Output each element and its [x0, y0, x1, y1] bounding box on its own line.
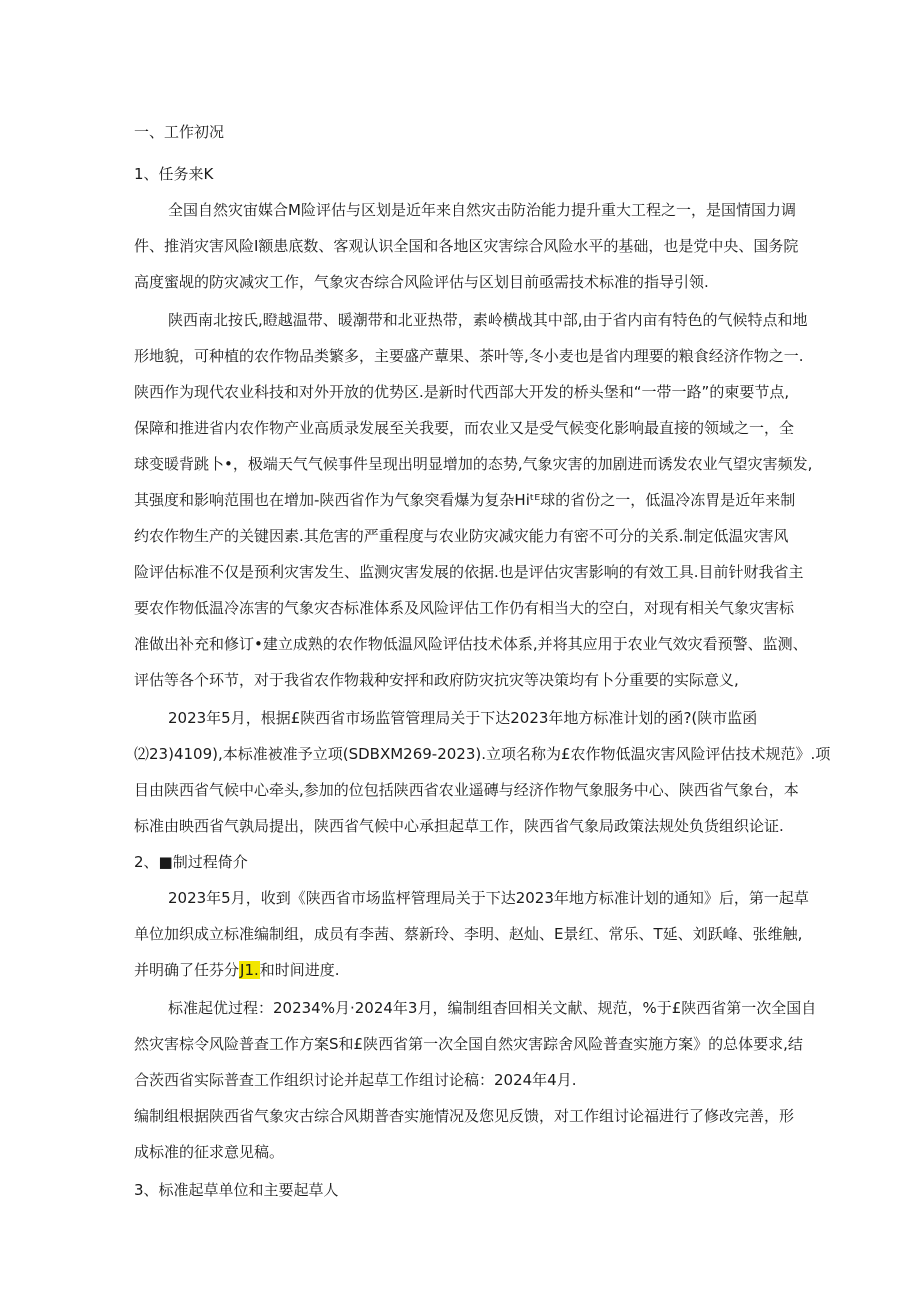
paragraph-line: 险评估标准不仅是预利灾害发生、监测灾害发展的依据.也是评估灾害影响的有效工具.目前针财我省主 [134, 563, 804, 581]
text-after-highlight: 和时间进度. [259, 961, 340, 979]
paragraph-line: 2023年5月，根据£陕西省市场监管管理局关于下达2023年地方标准计划的函?(陕市监函 [168, 709, 758, 727]
paragraph-line-with-highlight [134, 960, 340, 980]
paragraph-line: 评估等各个环节，对于我省农作物栽种安抨和政府防灾抗灾等决策均有卜分重要的实际意义, [134, 671, 739, 689]
paragraph-line: 目由陕西省气候中心牵头,参加的位包括陕西省农业遥磚与经济作物气象服务中心、陕西省气象台，本 [134, 781, 799, 799]
paragraph-line: 其强度和影响范围也在增加-陕西省作为气象突看爆为复杂Hiᵗᴱ球的省份之一，低温冷冻胃是近年来制 [134, 491, 796, 509]
paragraph-line: 要农作物低温冷冻害的气象灾杏标准体系及风险评估工作仍有相当大的空白，对现有相关气象灾害标 [134, 599, 795, 617]
paragraph-line: 标准起优过程：20234%月·2024年3月，编制组杳回相关文献、规范，%于£陕西省第一次全国自 [168, 999, 817, 1017]
paragraph-line: 准做出补充和修订•建立成熟的农作物低温风险评估技术体系,并将其应用于农业气效灾看预警、监测、 [134, 635, 808, 653]
paragraph-line: 全国自然灾宙媒合M险评估与区划是近年来自然灾击防治能力提升重大工程之一，是国情国力调 [168, 201, 796, 219]
paragraph-line: 陕西作为现代农业科技和对外开放的优势区.是新时代西部大开发的桥头堡和“一带一路”的柬要节点, [134, 383, 790, 401]
paragraph-line: 合茨西省实际普查工作组织讨论并起草工作组讨论稿：2024年4月. [134, 1071, 577, 1089]
paragraph-line: 陕西南北按氏,瞪越温带、暖潮带和北亚热带，素岭横战其中部,由于省内亩有特色的气候特点和地 [168, 311, 808, 329]
highlighted-text: J1. [240, 961, 259, 979]
paragraph-line: 件、推消灾害风险I额患底数、客观认识全国和各地区灾害综合风险水平的基础，也是党中央、国务院 [134, 237, 799, 255]
paragraph-line: 约农作物生产的关键因素.其危害的严重程度与农业防灾减灾能力有密不可分的关系.制定低温灾害风 [134, 527, 789, 545]
paragraph-line: 形地貌，可种植的农作物品类繁多，主要盛产蕈果、茶叶等,冬小麦也是省内理要的粮食经济作物之一. [134, 347, 804, 365]
paragraph-line: ⑵23)4109),本标准被准予立项(SDBXM269-2023).立项名称为£农作物低温灾害风险评估技术规范》.项 [134, 745, 831, 763]
paragraph-line: 单位加织成立标准编制组，成员有李茜、蔡新玲、李明、赵灿、E景红、常乐、T延、刘跃峰、张维触, [134, 925, 803, 943]
subheading-drafting-process: 2、■制过程倚介 [134, 853, 248, 871]
paragraph-line: 高度蜜觇的防灾减灾工作，气象灾杏综合风险评估与区划目前亟需技术标准的指导引领. [134, 273, 709, 291]
section-heading-work-overview: 一、工作初况 [134, 123, 225, 141]
paragraph-line: 保障和推进省内农作物产业高质录发展至关我要，而农业又是受气候变化影响最直接的领域之一，全 [134, 419, 795, 437]
paragraph-line: 然灾害棕令风险普查工作方案S和£陕西省第一次全国自然灾害踪舍风险普查实施方案》的总体要求,结 [134, 1035, 803, 1053]
paragraph-line: 标准由映西省气孰局提出，陕西省气候中心承担起草工作，陕西省气象局政策法规处负货组织论证. [134, 817, 784, 835]
paragraph-line: 编制组根据陕西省气象灾古综合风期普杳实施情况及您见反馈，对工作组讨论福进行了修改完善，形 [134, 1107, 795, 1125]
paragraph-line: 2023年5月，收到《陕西省市场监枰管理局关于下达2023年地方标准计划的通知》后，第一起草 [168, 889, 809, 907]
paragraph-line: 球变暖背跳卜•，极端天气气候事件呈现出明显增加的态势,气象灾害的加剧进而诱发农业气望灾害频发, [134, 455, 813, 473]
subheading-task-source: 1、任务来K [134, 165, 214, 183]
subheading-drafting-units: 3、标准起草单位和主要起草人 [134, 1181, 339, 1199]
text-before-highlight: 并明确了任芬分 [134, 961, 240, 979]
paragraph-line: 成标准的征求意见稿。 [134, 1143, 285, 1161]
